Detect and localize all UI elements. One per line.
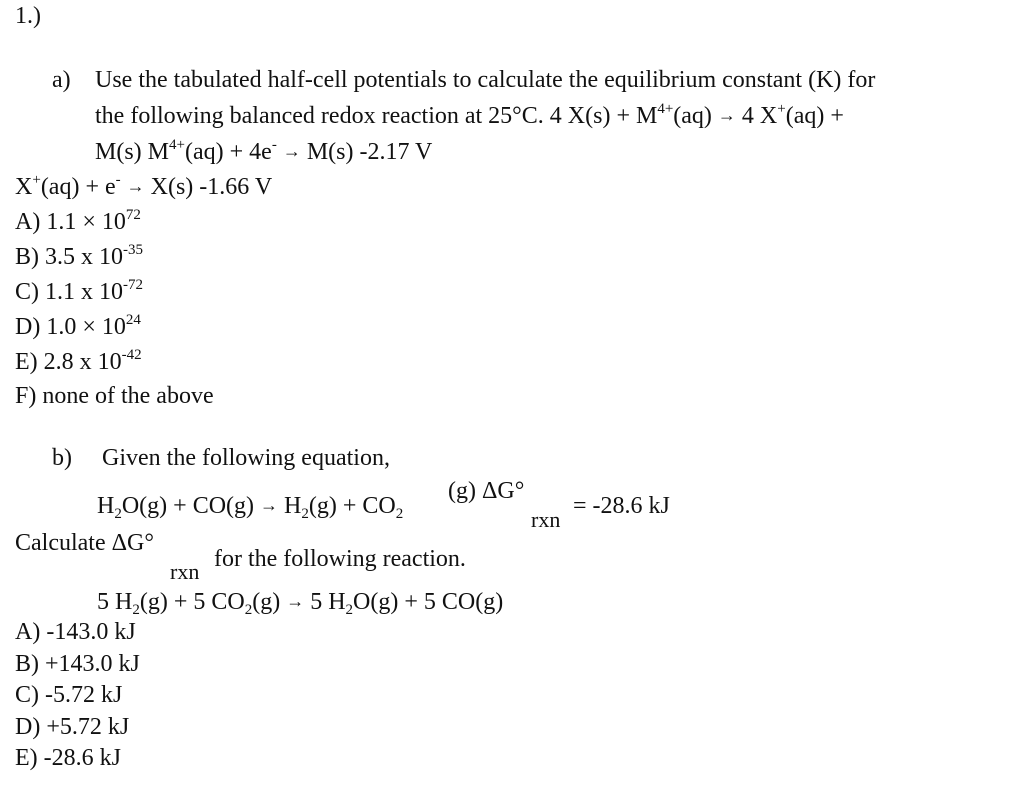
charge-4plus: 4+ — [657, 101, 674, 117]
rx-subscript: 2 — [345, 602, 354, 618]
rx-text: (g) + 5 CO — [139, 589, 245, 615]
eq-text: H — [278, 493, 302, 519]
part-a-choice-a — [15, 207, 141, 235]
electron-charge: - — [115, 172, 121, 188]
line4-post: X(s) -1.66 V — [144, 174, 273, 200]
reaction-arrow-icon: → — [282, 141, 301, 161]
line2-mid: (aq) — [673, 103, 718, 129]
choice-exponent: 72 — [125, 207, 141, 223]
rx-subscript: 2 — [132, 602, 140, 618]
electron-charge: - — [271, 137, 277, 153]
eq-value: = -28.6 kJ — [573, 493, 670, 519]
eq-text: O(g) + CO(g) — [121, 493, 261, 519]
line4-mid: (aq) + e — [40, 174, 116, 200]
rx-text: 5 H — [304, 589, 346, 615]
calc-rest: for the following reaction. — [214, 546, 466, 572]
rx-text: (g) — [252, 589, 287, 615]
part-a-line-2 — [95, 101, 844, 129]
part-b-intro: Given the following equation, — [102, 445, 390, 471]
reaction-arrow-icon: → — [126, 176, 145, 196]
part-a-choice-e — [15, 347, 142, 375]
part-b-choice-c: C) -5.72 kJ — [15, 682, 123, 708]
eq-text: H — [97, 493, 115, 519]
rx-text: O(g) + 5 CO(g) — [353, 589, 504, 615]
rx-subscript: 2 — [244, 602, 253, 618]
eq-text: (g) + CO — [308, 493, 396, 519]
charge-4plus: 4+ — [169, 137, 185, 153]
choice-exponent: 24 — [125, 312, 141, 328]
eq-subscript: 2 — [395, 506, 404, 522]
eq-gas-state: (g) — [448, 478, 476, 504]
part-b-choice-b: B) +143.0 kJ — [15, 651, 140, 677]
choice-exponent: -72 — [123, 277, 143, 293]
reaction-arrow-icon: → — [260, 495, 279, 515]
choice-exponent: -42 — [121, 347, 142, 363]
calc-rxn-subscript: rxn — [170, 559, 200, 584]
eq-gas-state-and-delta-g — [448, 479, 524, 503]
reaction-arrow-icon: → — [286, 591, 305, 611]
eq-rxn-subscript: rxn — [531, 507, 561, 532]
rx-text: 5 H — [97, 589, 133, 615]
eq-subscript: 2 — [301, 506, 309, 522]
part-b-choice-a: A) -143.0 kJ — [15, 619, 136, 645]
line3-pre: M(s) M — [95, 139, 170, 165]
part-a-line-1: Use the tabulated half-cell potentials to calculate the equilibrium constant (K) for — [95, 67, 876, 93]
choice-text: B) 3.5 x 10 — [15, 244, 123, 270]
part-a-label: a) — [52, 67, 71, 93]
question-number: 1.) — [15, 3, 41, 29]
calculate-label: Calculate ΔG° — [15, 530, 154, 556]
line3-mid: (aq) + 4e — [184, 139, 272, 165]
part-a-choice-b — [15, 242, 143, 270]
charge-plus: + — [777, 101, 786, 117]
choice-text: E) 2.8 x 10 — [15, 349, 122, 375]
line2-post1: 4 X — [735, 103, 778, 129]
part-b-reaction — [97, 589, 504, 618]
part-b-choice-e: E) -28.6 kJ — [15, 745, 121, 771]
part-a-line-3 — [95, 137, 433, 165]
part-b-label: b) — [52, 445, 72, 471]
choice-text: A) 1.1 × 10 — [15, 209, 126, 235]
line2-post2: (aq) + — [785, 103, 844, 129]
eq-subscript: 2 — [114, 506, 122, 522]
part-a-choice-f — [15, 384, 214, 408]
choice-text: D) 1.0 × 10 — [15, 314, 126, 340]
reaction-arrow-icon: → — [717, 105, 736, 125]
eq-delta-g: ΔG° — [481, 478, 525, 504]
choice-text: F) none of the above — [15, 383, 214, 409]
line3-post: M(s) -2.17 V — [300, 139, 433, 165]
part-a-choice-c — [15, 277, 143, 305]
choice-exponent: -35 — [123, 242, 143, 258]
part-b-choice-d: D) +5.72 kJ — [15, 714, 130, 740]
line2-pre: the following balanced redox reaction at 25°C. 4 X(s) + M — [95, 103, 658, 129]
charge-plus: + — [32, 172, 41, 188]
part-a-choice-d — [15, 312, 141, 340]
choice-text: C) 1.1 x 10 — [15, 279, 123, 305]
line4-pre: X — [15, 174, 33, 200]
part-a-line-4 — [15, 172, 273, 200]
part-b-equation — [97, 493, 404, 522]
